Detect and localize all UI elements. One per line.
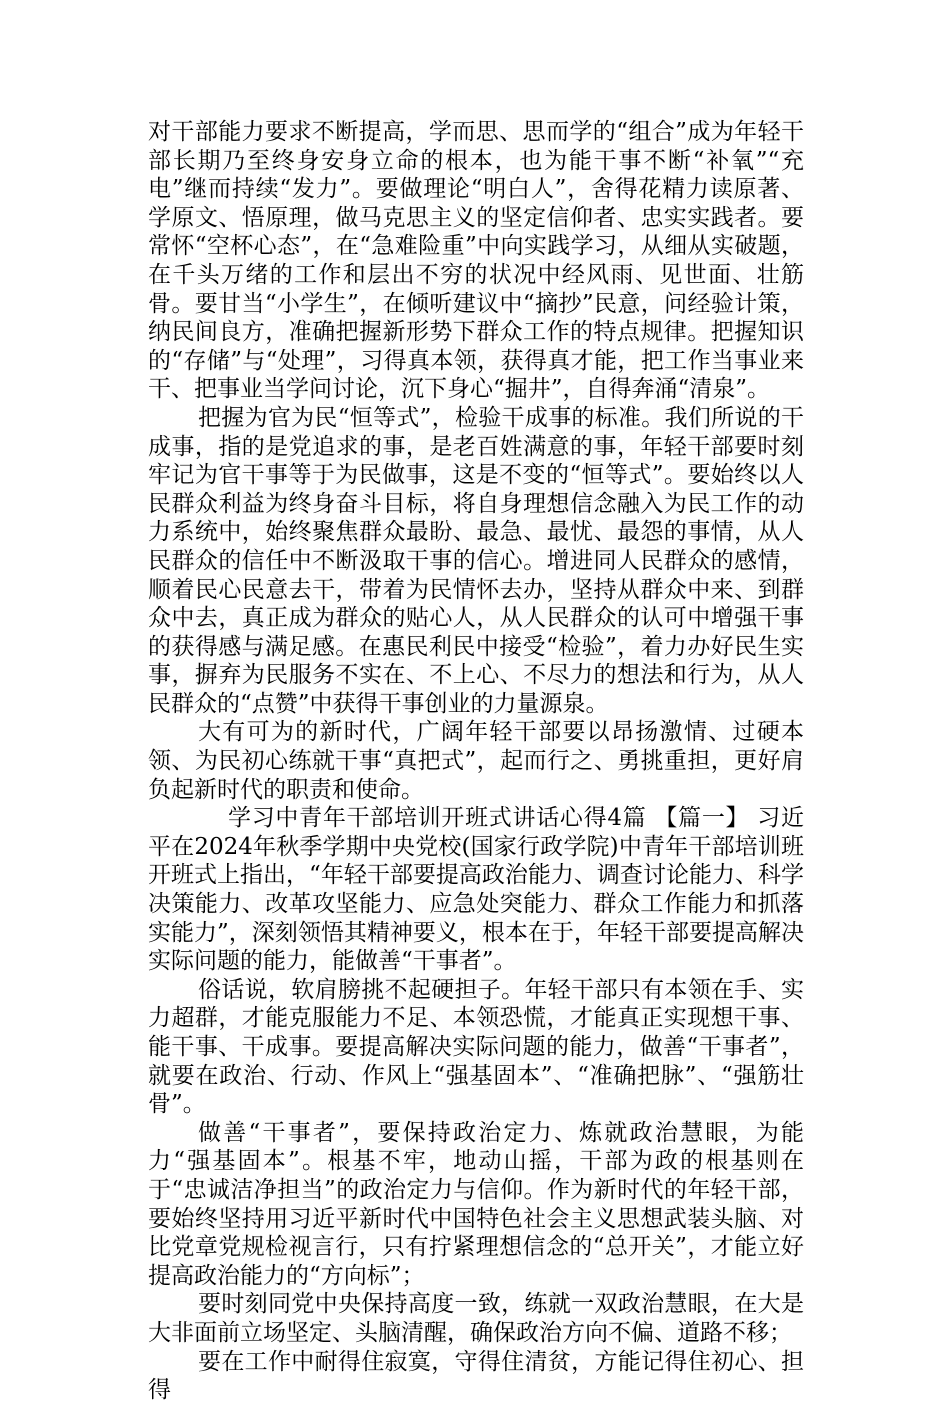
paragraph-1: 对干部能力要求不断提高，学而思、思而学的“组合”成为年轻干部长期乃至终身安身立命的根本，也为能干事不断“补氧”“充电”继而持续“发力”。要做理论“明白人”，舍得花精力读原著、学原文、悟原理，做马克思主义的坚定信仰者、忠实实践者。要常怀“空杯心态”，在“急难险重”中向实践学习，从细从实破题，在千头万绪的工作和层出不穷的状况中经风雨、见世面、壮筋骨。要甘当“小学生”，在倾听建议中“摘抄”民意，问经验计策，纳民间良方，准确把握新形势下群众工作的特点规律。把握知识的“存储”与“处理”，习得真本领，获得真才能，把工作当事业来干、把事业当学问讨论，沉下身心“掘井”，自得奔涌“清泉”。 [148, 119, 804, 403]
paragraph-8: 要在工作中耐得住寂寞，守得住清贫，方能记得住初心、担得 [148, 1348, 804, 1404]
paragraph-5: 俗话说，软肩膀挑不起硬担子。年轻干部只有本领在手、实力超群，才能克服能力不足、本领恐慌，才能真正实现想干事、能干事、干成事。要提高解决实际问题的能力，做善“干事者”，就要在政治、行动、作风上“强基固本”、“准确把脉”、“强筋壮骨”。 [148, 976, 804, 1118]
paragraph-7: 要时刻同党中央保持高度一致，练就一双政治慧眼，在大是大非面前立场坚定、头脑清醒，确保政治方向不偏、道路不移； [148, 1291, 804, 1346]
document-page [148, 118, 804, 1405]
paragraph-6: 做善“干事者”，要保持政治定力、炼就政治慧眼，为能力“强基固本”。根基不牢，地动山摇，干部为政的根基则在于“忠诚洁净担当”的政治定力与信仰。作为新时代的年轻干部，要始终坚持用习近平新时代中国特色社会主义思想武装头脑、对比党章党规检视言行，只有拧紧理想信念的“总开关”，才能立好提高政治能力的“方向标”； [148, 1119, 804, 1289]
paragraph-4-heading: 学习中青年干部培训开班式讲话心得4篇 【篇一】 习近平在2024年秋季学期中央党校(国家行政学院)中青年干部培训班开班式上指出，“年轻干部要提高政治能力、调查讨论能力、科学决策能力、改革攻坚能力、应急处突能力、群众工作能力和抓落实能力”，深刻领悟其精神要义，根本在于，年轻干部要提高解决实际问题的能力，能做善“干事者”。 [148, 805, 804, 975]
paragraph-3: 大有可为的新时代，广阔年轻干部要以昂扬激情、过硬本领、为民初心练就干事“真把式”，起而行之、勇挑重担，更好肩负起新时代的职责和使命。 [148, 719, 804, 803]
paragraph-2: 把握为官为民“恒等式”，检验干成事的标准。我们所说的干成事，指的是党追求的事，是老百姓满意的事，年轻干部要时刻牢记为官干事等于为民做事，这是不变的“恒等式”。要始终以人民群众利益为终身奋斗目标，将自身理想信念融入为民工作的动力系统中，始终聚焦群众最盼、最急、最忧、最怨的事情，从人民群众的信任中不断汲取干事的信心。增进同人民群众的感情，顺着民心民意去干，带着为民情怀去办，坚持从群众中来、到群众中去，真正成为群众的贴心人，从人民群众的认可中增强干事的获得感与满足感。在惠民利民中接受“检验”，着力办好民生实事，摒弃为民服务不实在、不上心、不尽力的想法和行为，从人民群众的“点赞”中获得干事创业的力量源泉。 [148, 404, 804, 717]
